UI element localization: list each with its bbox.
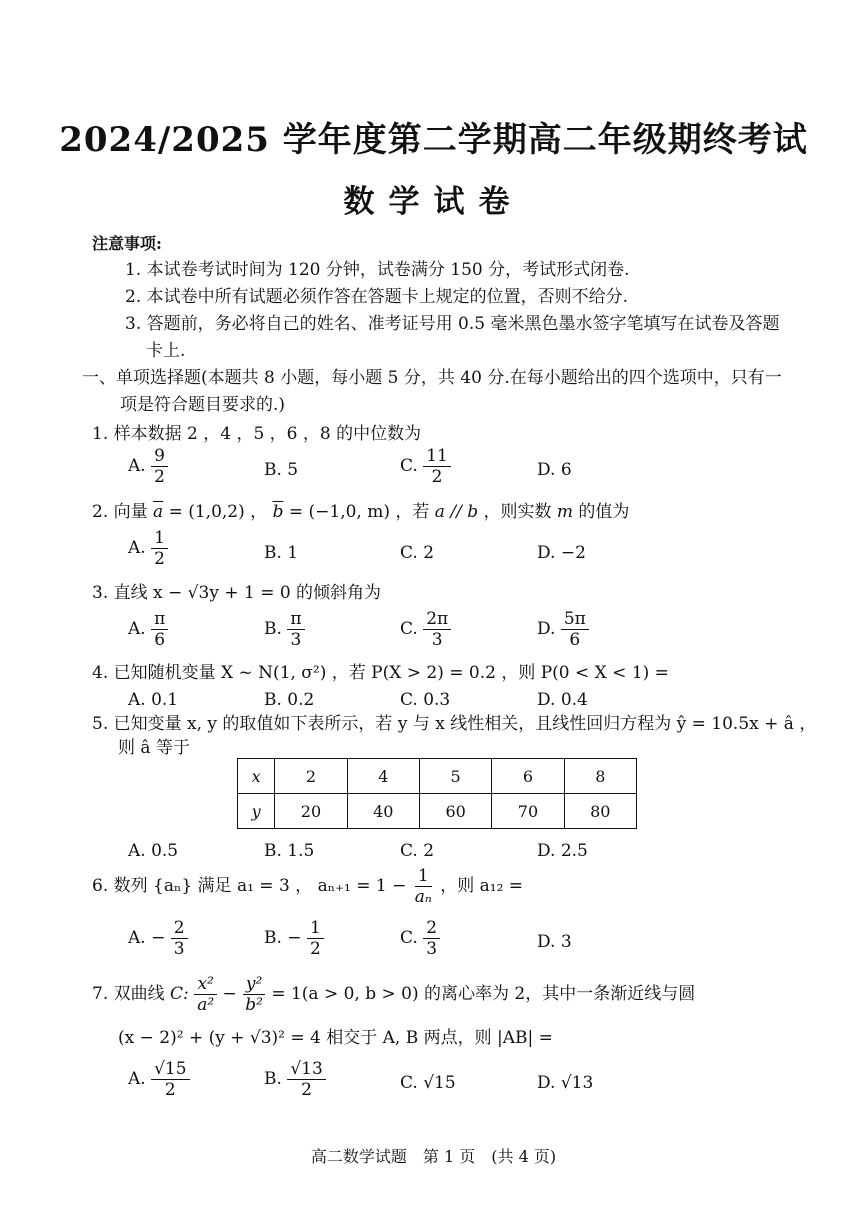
section-heading-cont: 项是符合题目要求的.) (120, 395, 286, 415)
table-cell: 5 (419, 759, 491, 794)
q3-a-fraction: $\frac{\pi}{6}$ (151, 609, 168, 650)
q2-option-d: D. −2 (537, 543, 586, 563)
question-6-stem: 6. 数列 {aₙ} 满足 a₁ = 3 ， aₙ₊₁ = 1 − $\frac{1}{\text{aₙ}}$ ，则 a₁₂ = (92, 866, 524, 907)
table-cell: 70 (492, 794, 564, 829)
q7-option-c: C. √15 (400, 1073, 456, 1093)
vector-b: $\overline{b}$ (272, 502, 284, 522)
q3-option-c: C. $\frac{2\pi}{3}$ (400, 609, 451, 650)
question-7-stem-cont: (x − 2)² + (y + √3)² = 4 相交于 A, B 两点，则 |AB| = (118, 1028, 553, 1048)
table-cell: 60 (419, 794, 491, 829)
q5-option-b: B. 1.5 (264, 841, 315, 861)
notice-heading: 注意事项: (92, 234, 162, 253)
q2-option-a: A. $\frac{1}{2}$ (128, 528, 168, 569)
notice-item-3: 3. 答题前，务必将自己的姓名、准考证号用 0.5 毫米黑色墨水签字笔填写在试卷及答题 (125, 314, 780, 334)
question-5-stem: 5. 已知变量 x, y 的取值如下表所示，若 y 与 x 线性相关，且线性回归方程为 ŷ = 10.5x + â ， (92, 714, 817, 734)
question-1-stem: 1. 样本数据 2 ，4 ，5 ，6 ，8 的中位数为 (92, 424, 422, 444)
q7-a-fraction: $\frac{√15}{2}$ (151, 1059, 189, 1100)
notice-item-1: 1. 本试卷考试时间为 120 分钟，试卷满分 150 分，考试形式闭卷. (125, 260, 630, 280)
question-7-stem: 7. 双曲线 C: $\frac{\text{x²}}{\text{a²}}$ − $\frac{\text{y²}}{\text{b²}}$ = 1(a > 0, b > 0) 的离心率为 2，其中一条渐近线与圆 (92, 974, 696, 1015)
q7-option-d: D. √13 (537, 1073, 594, 1093)
q3-d-fraction: $\frac{5\pi}{6}$ (561, 609, 589, 650)
q3-c-fraction: $\frac{2\pi}{3}$ (423, 609, 451, 650)
question-2-stem: 2. 向量 $\overline{a} = (1,0,2)$ ， $\overline{b} = (-1,0$, m) ，若 a // b ，则实数 m 的值为 (92, 502, 630, 522)
q1-a-fraction: $\frac{9}{2}$ (151, 446, 168, 487)
exam-subtitle: 数学试卷 (343, 184, 524, 220)
q1-option-c: C. $\frac{11}{2}$ (400, 446, 451, 487)
q4-option-b: B. 0.2 (264, 690, 315, 710)
table-cell: 40 (347, 794, 419, 829)
q1-option-b: B. 5 (264, 460, 299, 480)
notice-item-2: 2. 本试卷中所有试题必须作答在答题卡上规定的位置，否则不给分. (125, 287, 629, 307)
q3-option-a: A. $\frac{\pi}{6}$ (128, 609, 168, 650)
q1-option-d: D. 6 (537, 460, 572, 480)
q6-c-fraction: $\frac{2}{3}$ (423, 918, 440, 959)
q1-c-fraction: $\frac{11}{2}$ (423, 446, 451, 487)
vector-a: $\overline{a}$ (153, 502, 164, 522)
q6-option-c: C. $\frac{2}{3}$ (400, 918, 440, 959)
question-4-stem: 4. 已知随机变量 X ~ N(1, σ²) ，若 P(X > 2) = 0.2 ，则 P(0 < X < 1) = (92, 663, 669, 683)
question-5-stem-cont: 则 â 等于 (118, 738, 190, 758)
q7-option-b: B. $\frac{√13}{2}$ (264, 1059, 326, 1100)
q7-frac-x: $\frac{\text{x²}}{\text{a²}}$ (194, 974, 217, 1015)
q4-option-c: C. 0.3 (400, 690, 451, 710)
q6-a-fraction: $\frac{2}{3}$ (171, 918, 188, 959)
table-cell: 20 (275, 794, 347, 829)
q5-option-d: D. 2.5 (537, 841, 588, 861)
q6-b-fraction: $\frac{1}{2}$ (307, 918, 324, 959)
table-row-x (238, 759, 637, 794)
table-cell: x (238, 759, 275, 794)
page-footer: 高二数学试题 第 1 页 (共 4 页) (310, 1147, 557, 1166)
q5-option-c: C. 2 (400, 841, 435, 861)
q5-option-a: A. 0.5 (128, 841, 179, 861)
q1-option-a: A. $\frac{9}{2}$ (128, 446, 168, 487)
q2-option-b: B. 1 (264, 543, 299, 563)
q7-b-fraction: $\frac{√13}{2}$ (287, 1059, 325, 1100)
notice-item-3-cont: 卡上. (146, 341, 186, 361)
q7-option-a: A. $\frac{√15}{2}$ (128, 1059, 190, 1100)
table-cell: 6 (492, 759, 564, 794)
question-3-stem: 3. 直线 x − √3y + 1 = 0 的倾斜角为 (92, 583, 382, 603)
table-cell: 8 (564, 759, 636, 794)
exam-title: 2024/2025 学年度第二学期高二年级期终考试 (59, 120, 808, 160)
q4-option-a: A. 0.1 (128, 690, 179, 710)
table-cell: 4 (347, 759, 419, 794)
q2-option-c: C. 2 (400, 543, 435, 563)
table-row-y (238, 794, 637, 829)
q6-option-b: B. − $\frac{1}{2}$ (264, 918, 324, 959)
table-cell: 2 (275, 759, 347, 794)
q3-option-b: B. $\frac{\pi}{3}$ (264, 609, 305, 650)
q2-a-fraction: $\frac{1}{2}$ (151, 528, 168, 569)
table-cell: y (238, 794, 275, 829)
section-heading: 一、单项选择题(本题共 8 小题，每小题 5 分，共 40 分.在每小题给出的四个选项中，只有一 (82, 368, 782, 388)
table-cell: 80 (564, 794, 636, 829)
q3-b-fraction: $\frac{\pi}{3}$ (287, 609, 304, 650)
data-table (237, 758, 637, 829)
q6-option-d: D. 3 (537, 932, 572, 952)
q6-stem-fraction: $\frac{1}{\text{aₙ}}$ (414, 866, 432, 907)
q4-option-d: D. 0.4 (537, 690, 588, 710)
q7-frac-y: $\frac{\text{y²}}{\text{b²}}$ (242, 974, 266, 1015)
q3-option-d: D. $\frac{5\pi}{6}$ (537, 609, 589, 650)
q6-option-a: A. − $\frac{2}{3}$ (128, 918, 188, 959)
